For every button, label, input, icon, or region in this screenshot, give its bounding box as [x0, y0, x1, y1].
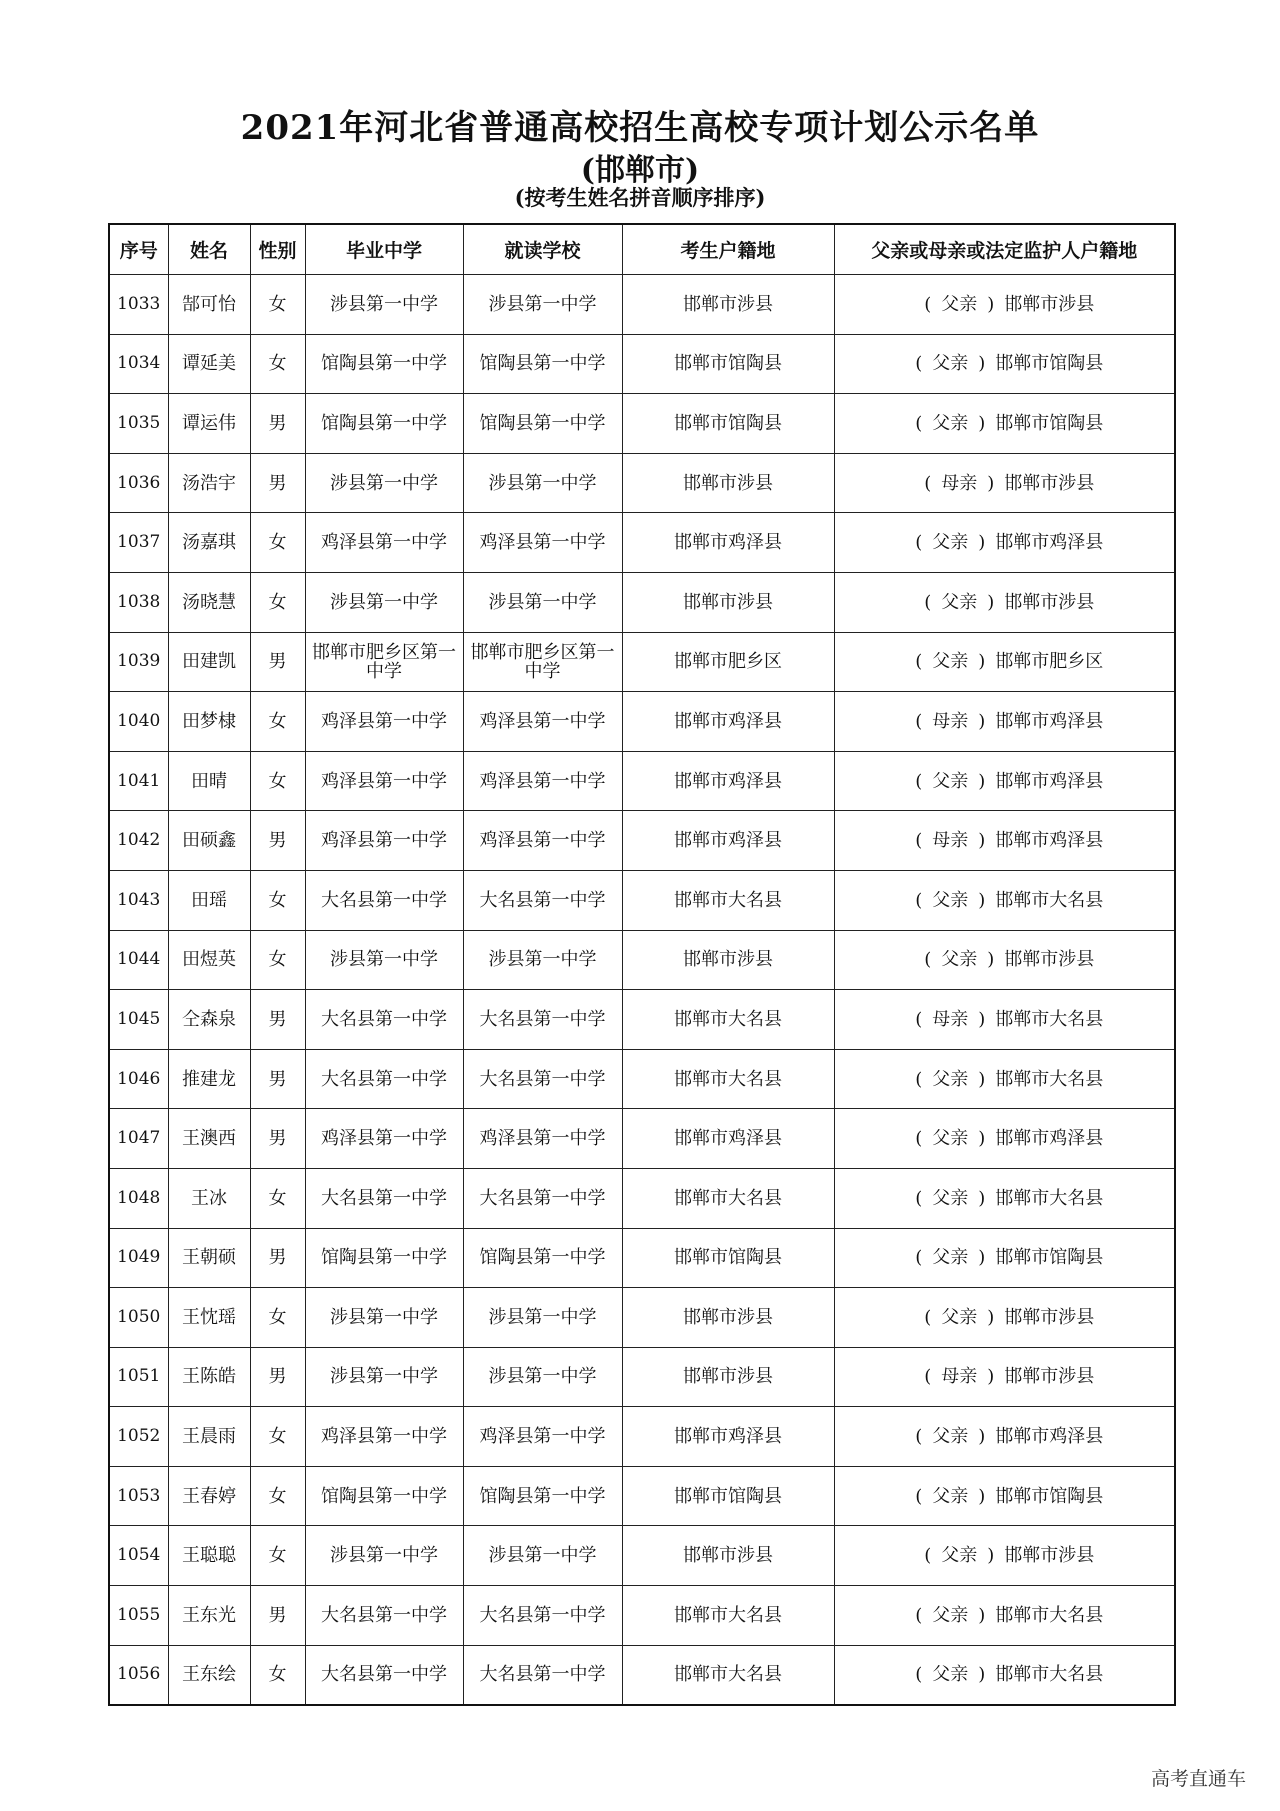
cell-name: 田晴: [168, 751, 250, 811]
cell-hukou: 邯郸市馆陶县: [622, 1466, 834, 1526]
cell-grad-school: 鸡泽县第一中学: [305, 811, 463, 871]
table-row: [109, 1466, 1175, 1526]
guardian-hukou: 邯郸市鸡泽县: [995, 830, 1104, 852]
table-row: [109, 632, 1175, 692]
cell-no: 1050: [109, 1288, 168, 1348]
cell-guardian-hukou: ( 父亲 ) 邯郸市大名县: [834, 1586, 1175, 1646]
table-row: [109, 1049, 1175, 1109]
cell-current-school: 馆陶县第一中学: [463, 334, 622, 394]
cell-hukou: 邯郸市鸡泽县: [622, 1407, 834, 1467]
guardian-relation: 父亲: [941, 591, 978, 613]
guardian-hukou: 邯郸市馆陶县: [995, 1247, 1104, 1269]
guardian-relation: 母亲: [941, 1366, 978, 1388]
cell-grad-school: 馆陶县第一中学: [305, 334, 463, 394]
cell-name: 王春婷: [168, 1466, 250, 1526]
cell-no: 1034: [109, 334, 168, 394]
cell-no: 1048: [109, 1168, 168, 1228]
cell-current-school: 邯郸市肥乡区第一中学: [463, 632, 622, 692]
cell-current-school: 涉县第一中学: [463, 1526, 622, 1586]
guardian-hukou: 邯郸市鸡泽县: [995, 770, 1104, 792]
cell-current-school: 涉县第一中学: [463, 453, 622, 513]
cell-hukou: 邯郸市馆陶县: [622, 394, 834, 454]
cell-name: 王冰: [168, 1168, 250, 1228]
guardian-hukou: 邯郸市大名县: [995, 1187, 1104, 1209]
cell-grad-school: 涉县第一中学: [305, 1526, 463, 1586]
guardian-relation: 父亲: [941, 1306, 978, 1328]
cell-hukou: 邯郸市涉县: [622, 275, 834, 335]
cell-gender: 男: [250, 811, 305, 871]
cell-gender: 男: [250, 1586, 305, 1646]
cell-gender: 女: [250, 751, 305, 811]
cell-name: 仝森泉: [168, 990, 250, 1050]
footer-watermark: 高考直通车: [1150, 1768, 1246, 1790]
cell-current-school: 馆陶县第一中学: [463, 394, 622, 454]
cell-gender: 女: [250, 1526, 305, 1586]
cell-gender: 男: [250, 990, 305, 1050]
cell-hukou: 邯郸市涉县: [622, 1347, 834, 1407]
cell-grad-school: 大名县第一中学: [305, 990, 463, 1050]
guardian-hukou: 邯郸市涉县: [1004, 1545, 1095, 1567]
cell-current-school: 涉县第一中学: [463, 930, 622, 990]
cell-no: 1043: [109, 870, 168, 930]
table-row: [109, 572, 1175, 632]
cell-no: 1053: [109, 1466, 168, 1526]
cell-no: 1052: [109, 1407, 168, 1467]
cell-guardian-hukou: ( 母亲 ) 邯郸市涉县: [834, 453, 1175, 513]
cell-guardian-hukou: ( 父亲 ) 邯郸市鸡泽县: [834, 1109, 1175, 1169]
cell-gender: 女: [250, 513, 305, 573]
cell-no: 1033: [109, 275, 168, 335]
cell-hukou: 邯郸市涉县: [622, 453, 834, 513]
cell-gender: 女: [250, 334, 305, 394]
table-row: [109, 1168, 1175, 1228]
table-row: [109, 1645, 1175, 1705]
table-row: [109, 1347, 1175, 1407]
cell-guardian-hukou: ( 父亲 ) 邯郸市大名县: [834, 1049, 1175, 1109]
cell-name: 王澳西: [168, 1109, 250, 1169]
guardian-hukou: 邯郸市鸡泽县: [995, 532, 1104, 554]
cell-name: 王聪聪: [168, 1526, 250, 1586]
cell-name: 王朝硕: [168, 1228, 250, 1288]
guardian-relation: 母亲: [932, 830, 969, 852]
cell-gender: 男: [250, 453, 305, 513]
table-row: [109, 1228, 1175, 1288]
cell-hukou: 邯郸市大名县: [622, 1049, 834, 1109]
column-header-hukou: 考生户籍地: [622, 224, 834, 275]
cell-grad-school: 涉县第一中学: [305, 275, 463, 335]
cell-grad-school: 大名县第一中学: [305, 1586, 463, 1646]
cell-current-school: 大名县第一中学: [463, 1586, 622, 1646]
cell-name: 推建龙: [168, 1049, 250, 1109]
guardian-hukou: 邯郸市馆陶县: [995, 1485, 1104, 1507]
cell-gender: 女: [250, 1407, 305, 1467]
cell-hukou: 邯郸市鸡泽县: [622, 692, 834, 752]
roster-table: [108, 223, 1176, 1706]
cell-guardian-hukou: ( 父亲 ) 邯郸市馆陶县: [834, 1466, 1175, 1526]
cell-current-school: 大名县第一中学: [463, 1645, 622, 1705]
table-row: [109, 692, 1175, 752]
cell-grad-school: 馆陶县第一中学: [305, 1466, 463, 1526]
cell-hukou: 邯郸市鸡泽县: [622, 751, 834, 811]
table-row: [109, 513, 1175, 573]
cell-guardian-hukou: ( 父亲 ) 邯郸市大名县: [834, 1168, 1175, 1228]
cell-no: 1037: [109, 513, 168, 573]
guardian-relation: 父亲: [932, 1485, 969, 1507]
cell-gender: 男: [250, 394, 305, 454]
cell-name: 王东光: [168, 1586, 250, 1646]
table-header-row: [109, 224, 1175, 275]
guardian-hukou: 邯郸市鸡泽县: [995, 1426, 1104, 1448]
cell-current-school: 鸡泽县第一中学: [463, 811, 622, 871]
cell-guardian-hukou: ( 父亲 ) 邯郸市涉县: [834, 572, 1175, 632]
cell-grad-school: 涉县第一中学: [305, 930, 463, 990]
column-header-gender: 性别: [250, 224, 305, 275]
guardian-hukou: 邯郸市大名县: [995, 1068, 1104, 1090]
cell-no: 1039: [109, 632, 168, 692]
table-row: [109, 1586, 1175, 1646]
cell-hukou: 邯郸市大名县: [622, 1586, 834, 1646]
cell-hukou: 邯郸市大名县: [622, 870, 834, 930]
cell-hukou: 邯郸市涉县: [622, 930, 834, 990]
cell-current-school: 馆陶县第一中学: [463, 1228, 622, 1288]
cell-name: 汤嘉琪: [168, 513, 250, 573]
cell-grad-school: 涉县第一中学: [305, 453, 463, 513]
cell-guardian-hukou: ( 母亲 ) 邯郸市鸡泽县: [834, 811, 1175, 871]
cell-guardian-hukou: ( 父亲 ) 邯郸市涉县: [834, 1288, 1175, 1348]
cell-guardian-hukou: ( 父亲 ) 邯郸市馆陶县: [834, 1228, 1175, 1288]
cell-gender: 男: [250, 1228, 305, 1288]
cell-name: 汤晓慧: [168, 572, 250, 632]
cell-no: 1041: [109, 751, 168, 811]
cell-grad-school: 鸡泽县第一中学: [305, 1407, 463, 1467]
table-row: [109, 453, 1175, 513]
cell-current-school: 馆陶县第一中学: [463, 1466, 622, 1526]
cell-grad-school: 鸡泽县第一中学: [305, 513, 463, 573]
guardian-hukou: 邯郸市鸡泽县: [995, 1128, 1104, 1150]
cell-no: 1046: [109, 1049, 168, 1109]
document-title: 2021年河北省普通高校招生高校专项计划公示名单: [240, 108, 1040, 148]
cell-current-school: 鸡泽县第一中学: [463, 1407, 622, 1467]
guardian-hukou: 邯郸市馆陶县: [995, 412, 1104, 434]
cell-no: 1049: [109, 1228, 168, 1288]
cell-name: 谭运伟: [168, 394, 250, 454]
document-subtitle: (邯郸市): [580, 153, 700, 188]
guardian-hukou: 邯郸市鸡泽县: [995, 710, 1104, 732]
table-row: [109, 930, 1175, 990]
guardian-relation: 父亲: [941, 293, 978, 315]
cell-gender: 男: [250, 1109, 305, 1169]
guardian-hukou: 邯郸市涉县: [1004, 1306, 1095, 1328]
guardian-relation: 父亲: [932, 651, 969, 673]
guardian-relation: 父亲: [932, 1664, 969, 1686]
cell-name: 田硕鑫: [168, 811, 250, 871]
guardian-hukou: 邯郸市涉县: [1004, 472, 1095, 494]
cell-hukou: 邯郸市大名县: [622, 990, 834, 1050]
cell-grad-school: 涉县第一中学: [305, 1347, 463, 1407]
cell-name: 田煜英: [168, 930, 250, 990]
cell-current-school: 大名县第一中学: [463, 1168, 622, 1228]
cell-grad-school: 大名县第一中学: [305, 1049, 463, 1109]
cell-gender: 女: [250, 870, 305, 930]
cell-gender: 女: [250, 1466, 305, 1526]
cell-hukou: 邯郸市鸡泽县: [622, 513, 834, 573]
column-header-name: 姓名: [168, 224, 250, 275]
cell-hukou: 邯郸市肥乡区: [622, 632, 834, 692]
cell-guardian-hukou: ( 父亲 ) 邯郸市涉县: [834, 275, 1175, 335]
cell-gender: 男: [250, 1347, 305, 1407]
guardian-hukou: 邯郸市大名县: [995, 1604, 1104, 1626]
cell-name: 郜可怡: [168, 275, 250, 335]
guardian-hukou: 邯郸市涉县: [1004, 293, 1095, 315]
guardian-hukou: 邯郸市涉县: [1004, 949, 1095, 971]
cell-no: 1055: [109, 1586, 168, 1646]
table-row: [109, 870, 1175, 930]
cell-guardian-hukou: ( 父亲 ) 邯郸市肥乡区: [834, 632, 1175, 692]
sort-note: (按考生姓名拼音顺序排序): [514, 185, 766, 210]
cell-hukou: 邯郸市大名县: [622, 1645, 834, 1705]
cell-grad-school: 涉县第一中学: [305, 1288, 463, 1348]
cell-no: 1047: [109, 1109, 168, 1169]
guardian-relation: 父亲: [941, 949, 978, 971]
cell-grad-school: 鸡泽县第一中学: [305, 692, 463, 752]
guardian-hukou: 邯郸市涉县: [1004, 591, 1095, 613]
cell-name: 田梦棣: [168, 692, 250, 752]
cell-current-school: 鸡泽县第一中学: [463, 1109, 622, 1169]
cell-name: 王东绘: [168, 1645, 250, 1705]
guardian-relation: 父亲: [932, 1604, 969, 1626]
cell-guardian-hukou: ( 父亲 ) 邯郸市涉县: [834, 1526, 1175, 1586]
guardian-hukou: 邯郸市大名县: [995, 889, 1104, 911]
cell-gender: 女: [250, 275, 305, 335]
guardian-relation: 母亲: [941, 472, 978, 494]
cell-current-school: 大名县第一中学: [463, 1049, 622, 1109]
cell-current-school: 涉县第一中学: [463, 572, 622, 632]
cell-current-school: 涉县第一中学: [463, 275, 622, 335]
guardian-relation: 父亲: [932, 1247, 969, 1269]
cell-hukou: 邯郸市馆陶县: [622, 1228, 834, 1288]
cell-guardian-hukou: ( 父亲 ) 邯郸市鸡泽县: [834, 751, 1175, 811]
cell-hukou: 邯郸市鸡泽县: [622, 1109, 834, 1169]
cell-no: 1036: [109, 453, 168, 513]
guardian-relation: 父亲: [941, 1545, 978, 1567]
cell-name: 汤浩宇: [168, 453, 250, 513]
cell-guardian-hukou: ( 母亲 ) 邯郸市涉县: [834, 1347, 1175, 1407]
cell-no: 1042: [109, 811, 168, 871]
cell-current-school: 大名县第一中学: [463, 990, 622, 1050]
guardian-relation: 父亲: [932, 770, 969, 792]
cell-grad-school: 鸡泽县第一中学: [305, 751, 463, 811]
table-row: [109, 811, 1175, 871]
cell-no: 1044: [109, 930, 168, 990]
cell-no: 1045: [109, 990, 168, 1050]
cell-guardian-hukou: ( 父亲 ) 邯郸市大名县: [834, 870, 1175, 930]
guardian-relation: 父亲: [932, 1128, 969, 1150]
cell-gender: 女: [250, 1168, 305, 1228]
cell-name: 田瑶: [168, 870, 250, 930]
guardian-hukou: 邯郸市馆陶县: [995, 353, 1104, 375]
cell-guardian-hukou: ( 父亲 ) 邯郸市涉县: [834, 930, 1175, 990]
guardian-relation: 父亲: [932, 532, 969, 554]
guardian-relation: 父亲: [932, 1068, 969, 1090]
cell-no: 1056: [109, 1645, 168, 1705]
cell-current-school: 鸡泽县第一中学: [463, 692, 622, 752]
cell-gender: 女: [250, 1288, 305, 1348]
table-row: [109, 334, 1175, 394]
cell-no: 1035: [109, 394, 168, 454]
cell-current-school: 涉县第一中学: [463, 1288, 622, 1348]
cell-grad-school: 大名县第一中学: [305, 1168, 463, 1228]
column-header-grad-school: 毕业中学: [305, 224, 463, 275]
cell-grad-school: 涉县第一中学: [305, 572, 463, 632]
table-row: [109, 394, 1175, 454]
cell-hukou: 邯郸市涉县: [622, 1288, 834, 1348]
cell-guardian-hukou: ( 父亲 ) 邯郸市鸡泽县: [834, 1407, 1175, 1467]
cell-grad-school: 鸡泽县第一中学: [305, 1109, 463, 1169]
cell-hukou: 邯郸市馆陶县: [622, 334, 834, 394]
cell-gender: 女: [250, 930, 305, 990]
guardian-relation: 父亲: [932, 1187, 969, 1209]
cell-no: 1051: [109, 1347, 168, 1407]
cell-name: 田建凯: [168, 632, 250, 692]
table-row: [109, 1526, 1175, 1586]
cell-hukou: 邯郸市大名县: [622, 1168, 834, 1228]
cell-name: 王陈皓: [168, 1347, 250, 1407]
cell-name: 王忱瑶: [168, 1288, 250, 1348]
table-row: [109, 1109, 1175, 1169]
cell-guardian-hukou: ( 母亲 ) 邯郸市大名县: [834, 990, 1175, 1050]
table-row: [109, 751, 1175, 811]
cell-hukou: 邯郸市鸡泽县: [622, 811, 834, 871]
guardian-hukou: 邯郸市肥乡区: [995, 651, 1104, 673]
cell-hukou: 邯郸市涉县: [622, 572, 834, 632]
guardian-relation: 父亲: [932, 353, 969, 375]
cell-guardian-hukou: ( 父亲 ) 邯郸市馆陶县: [834, 394, 1175, 454]
cell-no: 1040: [109, 692, 168, 752]
cell-hukou: 邯郸市涉县: [622, 1526, 834, 1586]
guardian-hukou: 邯郸市涉县: [1004, 1366, 1095, 1388]
cell-guardian-hukou: ( 父亲 ) 邯郸市大名县: [834, 1645, 1175, 1705]
column-header-guardian-hukou: 父亲或母亲或法定监护人户籍地: [834, 224, 1175, 275]
cell-grad-school: 馆陶县第一中学: [305, 1228, 463, 1288]
cell-name: 谭延美: [168, 334, 250, 394]
table-row: [109, 275, 1175, 335]
cell-current-school: 涉县第一中学: [463, 1347, 622, 1407]
cell-grad-school: 大名县第一中学: [305, 870, 463, 930]
guardian-relation: 父亲: [932, 889, 969, 911]
cell-grad-school: 馆陶县第一中学: [305, 394, 463, 454]
cell-no: 1038: [109, 572, 168, 632]
cell-current-school: 大名县第一中学: [463, 870, 622, 930]
guardian-relation: 母亲: [932, 710, 969, 732]
guardian-hukou: 邯郸市大名县: [995, 1664, 1104, 1686]
column-header-no: 序号: [109, 224, 168, 275]
guardian-relation: 父亲: [932, 412, 969, 434]
cell-gender: 女: [250, 692, 305, 752]
cell-current-school: 鸡泽县第一中学: [463, 513, 622, 573]
cell-gender: 女: [250, 572, 305, 632]
cell-grad-school: 大名县第一中学: [305, 1645, 463, 1705]
cell-guardian-hukou: ( 母亲 ) 邯郸市鸡泽县: [834, 692, 1175, 752]
table-row: [109, 1288, 1175, 1348]
cell-no: 1054: [109, 1526, 168, 1586]
cell-guardian-hukou: ( 父亲 ) 邯郸市鸡泽县: [834, 513, 1175, 573]
column-header-current-school: 就读学校: [463, 224, 622, 275]
cell-gender: 男: [250, 1049, 305, 1109]
cell-gender: 男: [250, 632, 305, 692]
guardian-relation: 父亲: [932, 1426, 969, 1448]
cell-gender: 女: [250, 1645, 305, 1705]
guardian-relation: 母亲: [932, 1008, 969, 1030]
cell-current-school: 鸡泽县第一中学: [463, 751, 622, 811]
cell-guardian-hukou: ( 父亲 ) 邯郸市馆陶县: [834, 334, 1175, 394]
table-row: [109, 990, 1175, 1050]
cell-grad-school: 邯郸市肥乡区第一中学: [305, 632, 463, 692]
guardian-hukou: 邯郸市大名县: [995, 1008, 1104, 1030]
cell-name: 王晨雨: [168, 1407, 250, 1467]
table-row: [109, 1407, 1175, 1467]
